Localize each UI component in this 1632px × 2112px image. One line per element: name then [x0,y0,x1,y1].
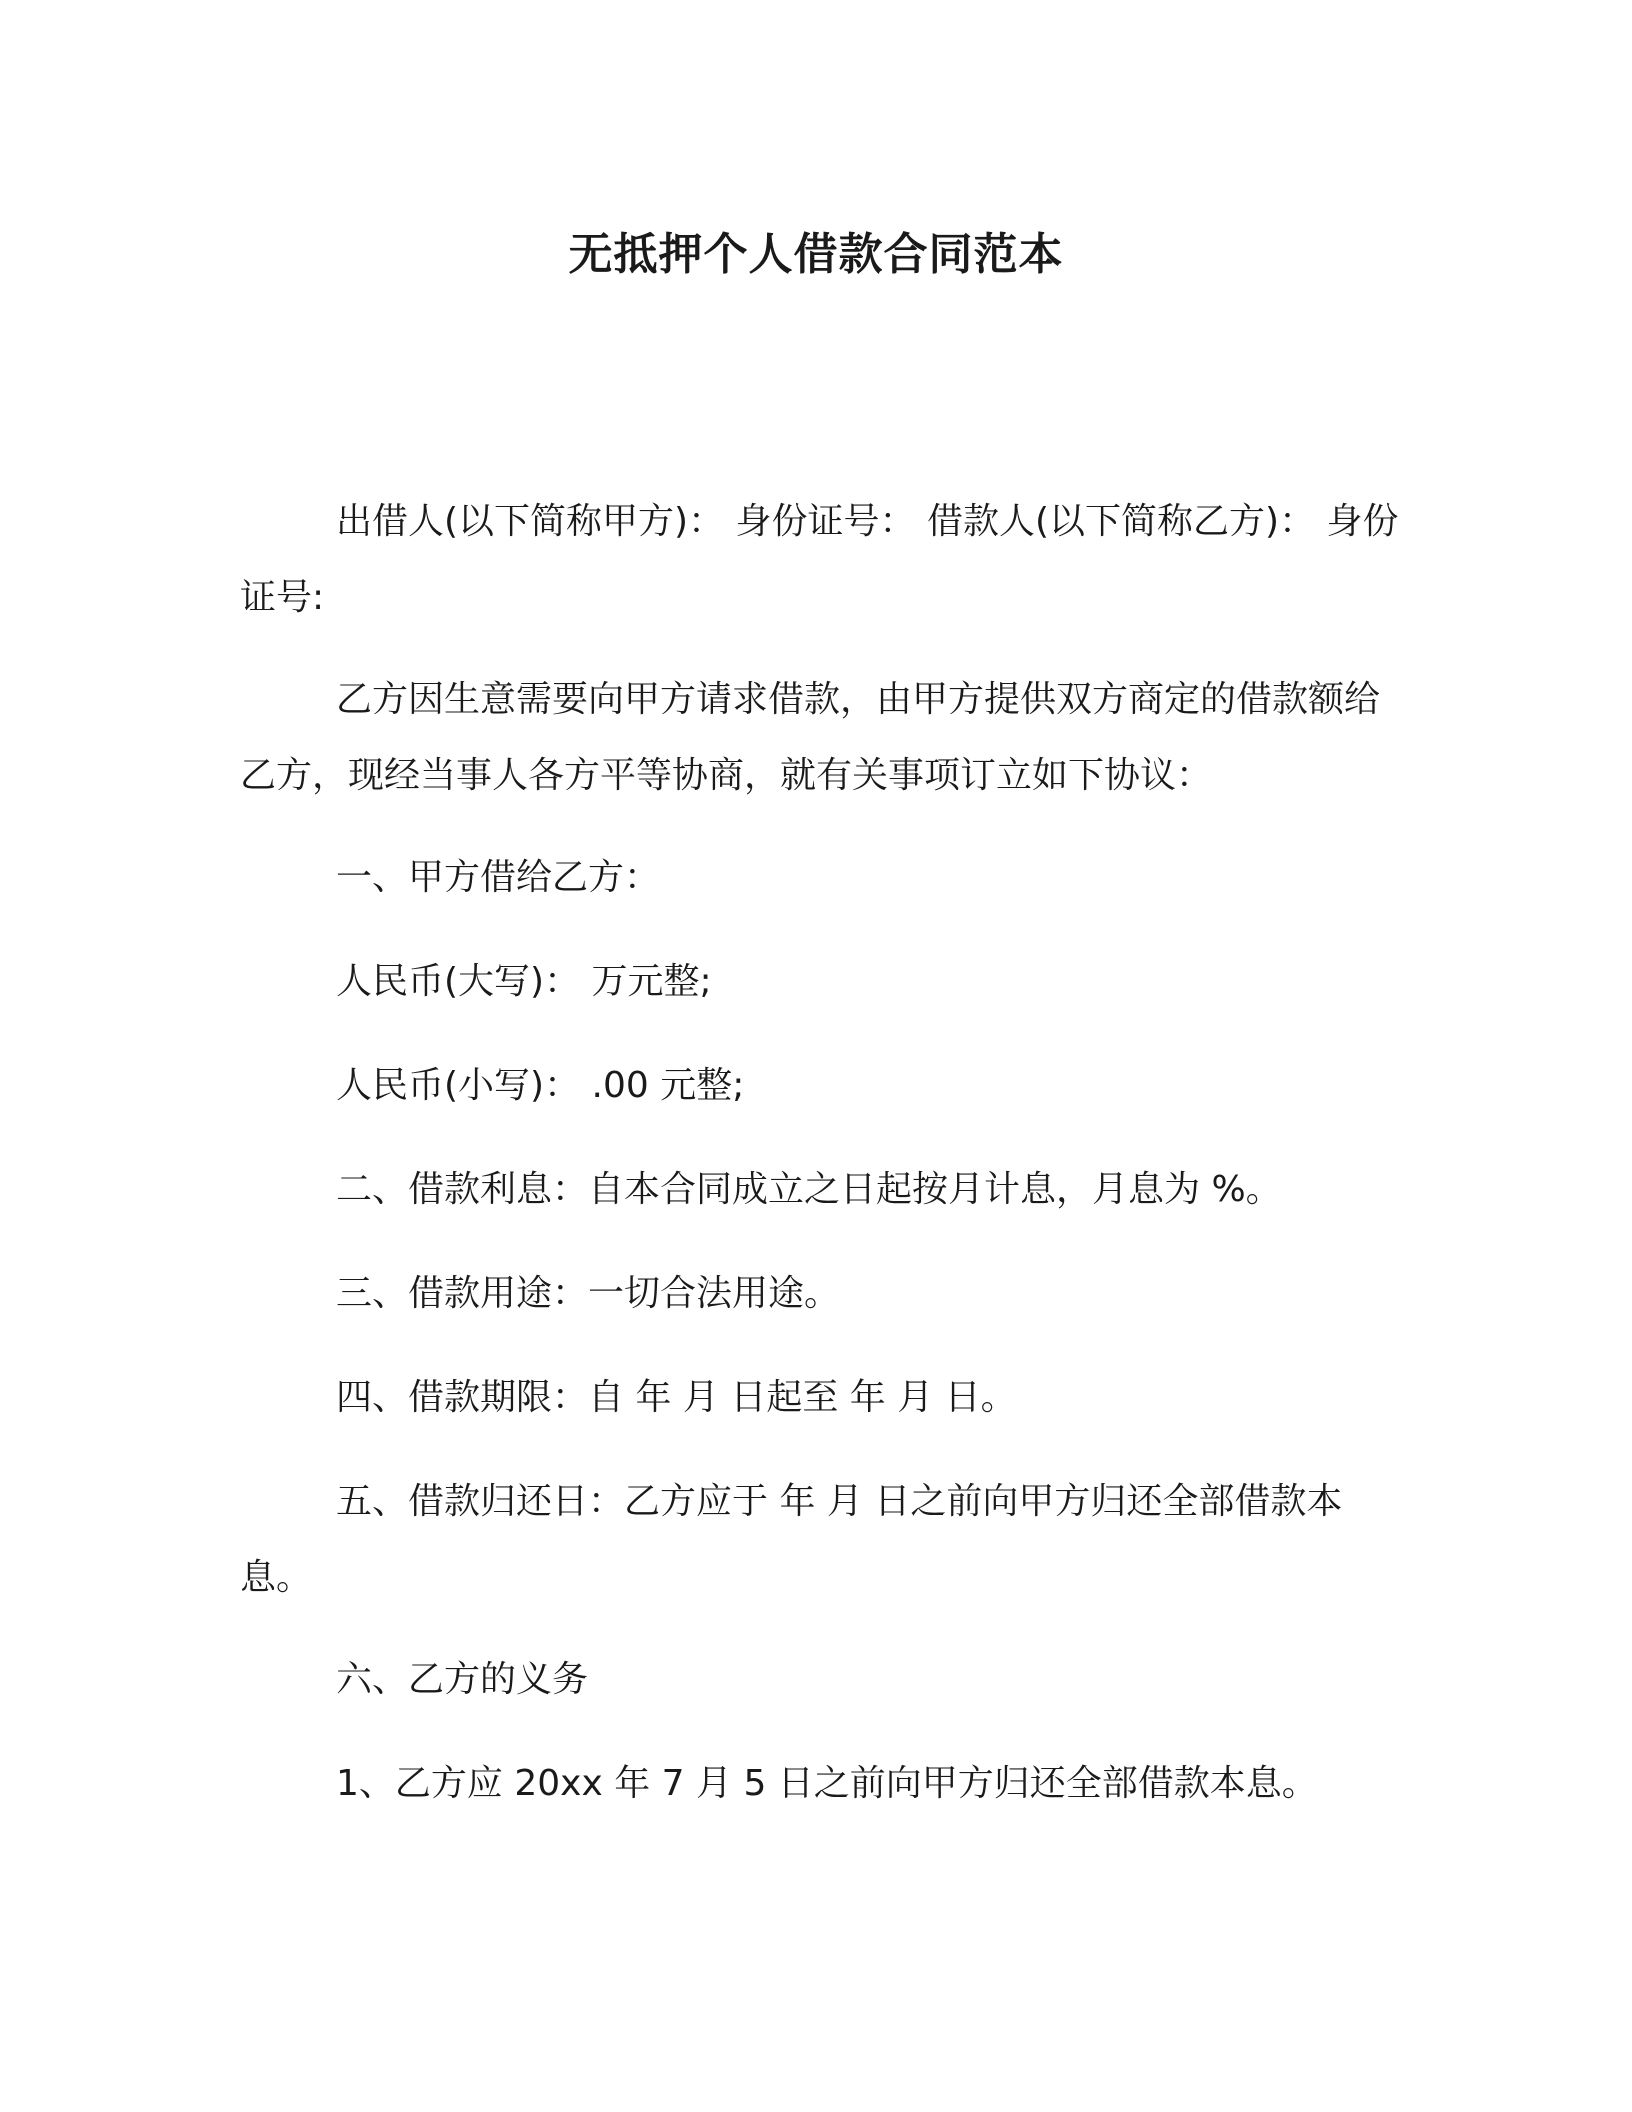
clause-2-interest: 二、借款利息：自本合同成立之日起按月计息，月息为 %。 [336,1169,1282,1210]
parties-paragraph: 出借人(以下简称甲方)： 身份证号： 借款人(以下简称乙方)： 身份证号: [240,501,1399,618]
clause-1-heading: 一、甲方借给乙方： [336,857,661,898]
amount-lowercase: 人民币(小写)： .00 元整; [336,1065,745,1106]
clause-3-purpose: 三、借款用途：一切合法用途。 [336,1273,841,1314]
document-title: 无抵押个人借款合同范本 [568,229,1064,280]
preamble-paragraph: 乙方因生意需要向甲方请求借款，由甲方提供双方商定的借款额给乙方，现经当事人各方平等协商，就有关事项订立如下协议： [240,679,1381,796]
document-body [240,484,1400,1822]
clause-6-heading: 六、乙方的义务 [336,1659,589,1700]
clause-4-term: 四、借款期限：自 年 月 日起至 年 月 日。 [336,1377,1017,1418]
clause-5-repayment: 五、借款归还日：乙方应于 年 月 日之前向甲方归还全部借款本息。 [240,1481,1343,1598]
clause-6-item-1: 1、乙方应 20xx 年 7 月 5 日之前向甲方归还全部借款本息。 [336,1763,1318,1804]
amount-uppercase: 人民币(大写)： 万元整; [336,961,712,1002]
